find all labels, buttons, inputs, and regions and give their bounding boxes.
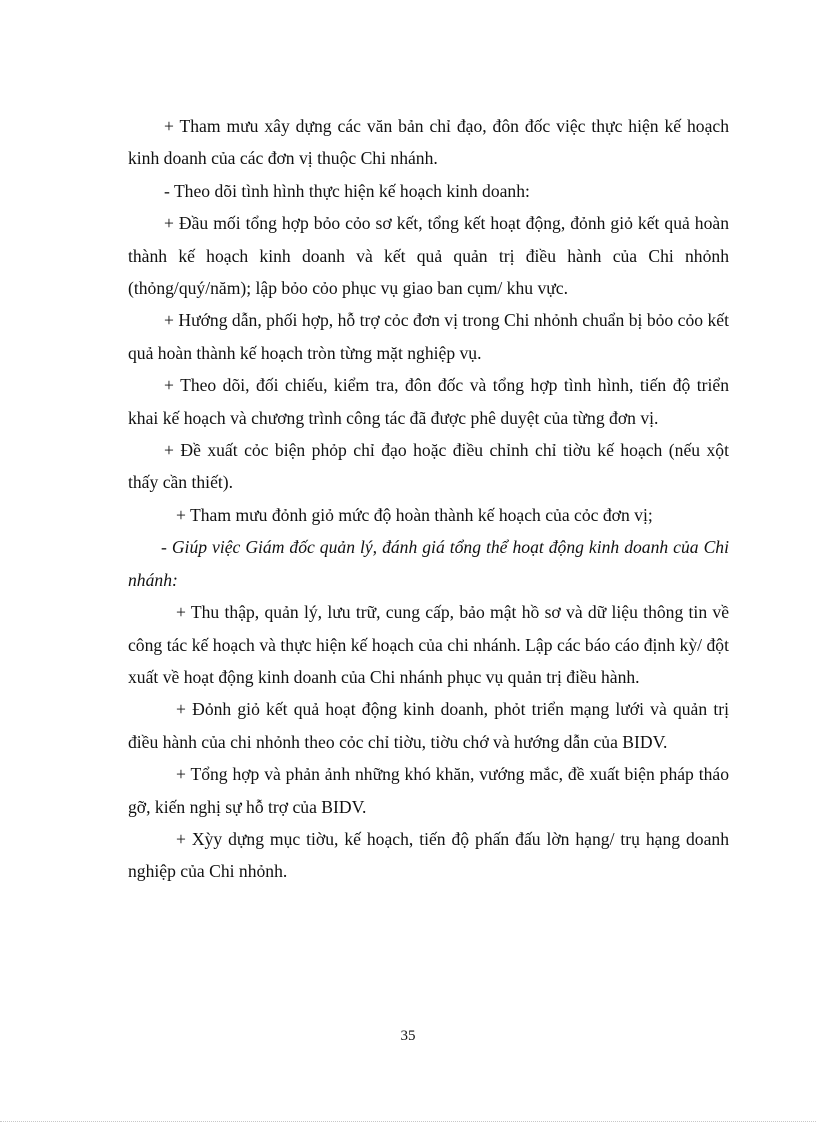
paragraph-7: + Tham mưu đỏnh giỏ mức độ hoàn thành kế hoạch của cỏc đơn vị;: [176, 504, 653, 525]
paragraph-10: + Đỏnh giỏ kết quả hoạt động kinh doanh, phỏt triển mạng lưới và quản trị điều hành của chi nhỏnh theo cỏc chỉ tiờu, tiờu chớ và hướng dẫn của BIDV.: [128, 699, 729, 752]
paragraph-6: + Đề xuất cỏc biện phỏp chỉ đạo hoặc điều chỉnh chỉ tiờu kế hoạch (nếu xột thấy cần thiết).: [128, 440, 729, 493]
page-bottom-divider: [0, 1121, 816, 1122]
body-text: [128, 110, 729, 888]
paragraph-4: + Hướng dẫn, phối hợp, hỗ trợ cỏc đơn vị trong Chi nhỏnh chuẩn bị bỏo cỏo kết quả hoàn thành kế hoạch tròn từng mặt nghiệp vụ.: [128, 310, 729, 363]
paragraph-9: + Thu thập, quản lý, lưu trữ, cung cấp, bảo mật hồ sơ và dữ liệu thông tin về công tác kế hoạch và thực hiện kế hoạch của chi nhánh. Lập các báo cáo định kỳ/ đột xuất về hoạt động kinh doanh của Chi nhánh phục vụ quản trị điều hành.: [128, 602, 729, 687]
paragraph-5: + Theo dõi, đối chiếu, kiểm tra, đôn đốc và tổng hợp tình hình, tiến độ triển khai kế hoạch và chương trình công tác đã được phê duyệt của từng đơn vị.: [128, 375, 729, 428]
paragraph-3: + Đầu mối tổng hợp bỏo cỏo sơ kết, tổng kết hoạt động, đỏnh giỏ kết quả hoàn thành kế hoạch kinh doanh và kết quả quản trị điều hành của Chi nhỏnh (thỏng/quý/năm); lập bỏo cỏo phục vụ giao ban cụm/ khu vực.: [128, 213, 729, 299]
page-number: 35: [400, 1028, 416, 1044]
paragraph-11: + Tổng hợp và phản ảnh những khó khăn, vướng mắc, đề xuất biện pháp tháo gỡ, kiến nghị sự hỗ trợ của BIDV.: [128, 764, 729, 817]
paragraph-12: + Xỳy dựng mục tiờu, kế hoạch, tiến độ phấn đấu lờn hạng/ trụ hạng doanh nghiệp của Chi nhỏnh.: [128, 828, 729, 882]
paragraph-1: + Tham mưu xây dựng các văn bản chỉ đạo, đôn đốc việc thực hiện kế hoạch kinh doanh của các đơn vị thuộc Chi nhánh.: [128, 116, 729, 169]
paragraph-8: - Giúp việc Giám đốc quản lý, đánh giá tổng thể hoạt động kinh doanh của Chi nhánh:: [128, 537, 729, 590]
paragraph-2: - Theo dõi tình hình thực hiện kế hoạch kinh doanh:: [164, 180, 530, 201]
